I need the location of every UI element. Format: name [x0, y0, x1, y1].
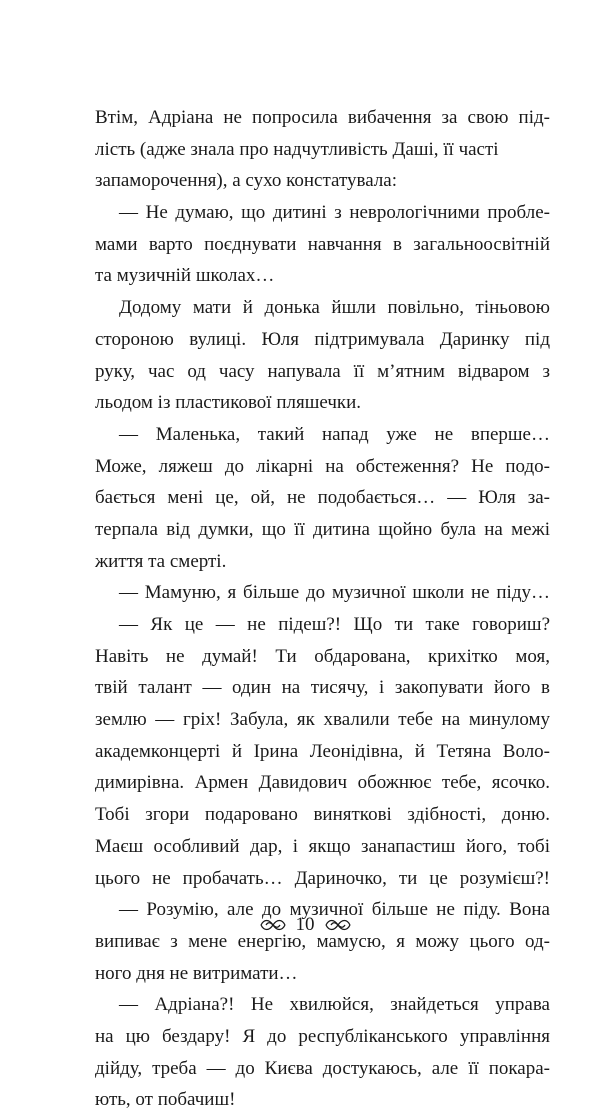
page-number: 10: [295, 914, 315, 935]
text-line: випиває з мене енергію, мамусю, я можу цього од-: [95, 930, 550, 952]
text-line: Додому мати й донька йшли повільно, тіньовою: [119, 297, 550, 319]
twisted-knot-ornament-icon: [325, 918, 351, 932]
text-line: ного дня не витримати…: [95, 962, 298, 984]
text-line: — Маленька, такий напад уже не вперше…: [119, 423, 550, 445]
text-line: запаморочення), а сухо констатувала:: [95, 170, 398, 192]
text-line: цього не пробачать… Дариночко, ти це розумієш?!: [95, 867, 550, 889]
text-line: життя та смерті.: [95, 550, 227, 572]
text-line: бається мені це, ой, не подобається… — Юля за-: [95, 487, 550, 509]
text-line: руку, час од часу напувала її м’ятним відваром з: [95, 360, 550, 382]
text-line: Маєш особливий дар, і якщо занапастиш його, тобі: [95, 835, 550, 857]
text-line: — Мамуню, я більше до музичної школи не піду…: [119, 582, 550, 604]
text-line: стороною вулиці. Юля підтримувала Даринку під: [95, 328, 550, 350]
text-line: ють, от побачиш!: [95, 1089, 236, 1111]
text-line: — Розумію, але до музичної більше не піду. Вона: [119, 899, 550, 921]
text-line: терпала від думки, що її дитина щойно була на межі: [95, 518, 550, 540]
text-line: та музичній школах…: [95, 265, 275, 287]
text-line: — Адріана?! Не хвилюйся, знайдеться управа: [119, 994, 550, 1016]
text-line: лість (адже знала про надчутливість Даші, її часті: [95, 138, 499, 160]
text-line: Втім, Адріана не попросила вибачення за свою під-: [95, 107, 550, 128]
text-line: Може, ляжеш до лікарні на обстеження? Не подо-: [95, 455, 550, 477]
body-text: [95, 102, 550, 1116]
page-footer: [0, 910, 610, 940]
text-line: дійду, треба — до Києва достукаюсь, але її покара-: [95, 1057, 550, 1079]
text-line: димирівна. Армен Давидович обожнює тебе, ясочко.: [95, 772, 550, 794]
text-line: — Як це — не підеш?! Що ти таке говориш?: [119, 614, 550, 635]
text-line: академконцерті й Ірина Леонідівна, й Тетяна Воло-: [95, 740, 550, 762]
text-line: твій талант — один на тисячу, і закопувати його в: [95, 677, 550, 699]
text-line: — Не думаю, що дитині з неврологічними пробле-: [119, 202, 550, 224]
text-line: мами варто поєднувати навчання в загальноосвітній: [95, 233, 550, 255]
text-line: Тобі згори подаровано виняткові здібності, доню.: [95, 804, 550, 826]
text-line: землю — гріх! Забула, як хвалили тебе на минулому: [95, 709, 550, 731]
twisted-knot-ornament-icon: [260, 918, 286, 932]
text-line: на цю бездару! Я до республіканського управління: [95, 1025, 550, 1047]
text-line: Навіть не думай! Ти обдарована, крихітко моя,: [95, 645, 550, 667]
text-line: льодом із пластикової пляшечки.: [95, 392, 362, 414]
